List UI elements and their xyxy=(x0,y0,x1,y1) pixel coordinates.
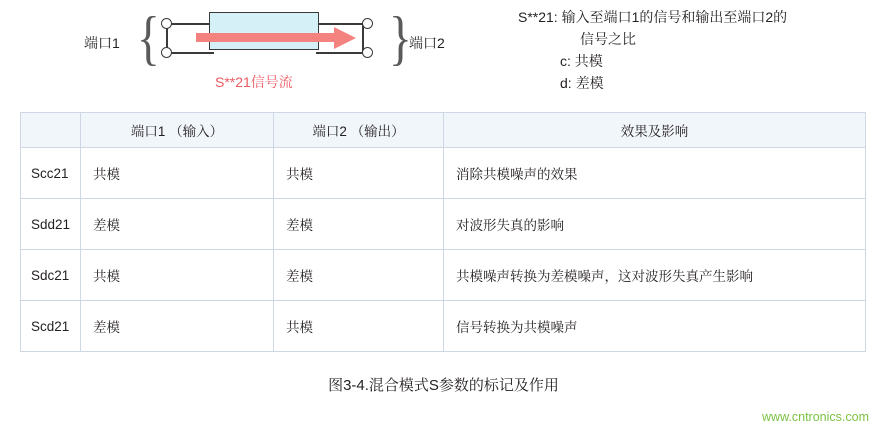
cell-input: 差模 xyxy=(81,199,274,250)
cell-effect: 信号转换为共模噪声 xyxy=(444,301,866,352)
watermark: www.cntronics.com xyxy=(762,410,869,424)
port1-label: 端口1 xyxy=(84,35,120,51)
cell-output: 差模 xyxy=(274,199,444,250)
table-row xyxy=(21,301,866,352)
left-brace-icon: { xyxy=(136,5,160,71)
cell-output: 共模 xyxy=(274,148,444,199)
cell-effect: 消除共模噪声的效果 xyxy=(444,148,866,199)
legend-line-2: 信号之比 xyxy=(580,31,636,47)
signal-flow-label: S**21信号流 xyxy=(215,74,293,90)
wire-top-right xyxy=(316,23,364,25)
port2-label: 端口2 xyxy=(409,35,445,51)
cell-effect: 共模噪声转换为差模噪声，这对波形失真产生影响 xyxy=(444,250,866,301)
table-body xyxy=(21,148,866,352)
mixed-mode-s-parameter-table xyxy=(20,112,866,352)
wire-top-left xyxy=(166,23,214,25)
column-header-output: 端口2 （输出） xyxy=(274,113,444,148)
wire-bottom-right xyxy=(316,52,364,54)
device-under-test-box xyxy=(209,12,319,50)
cell-param: Sdc21 xyxy=(21,250,81,301)
signal-flow-arrow-head xyxy=(334,27,356,49)
right-brace-icon: { xyxy=(388,5,412,71)
legend-line-1: S**21: 输入至端口1的信号和输出至端口2的 xyxy=(518,9,788,25)
figure-caption: 图3-4.混合模式S参数的标记及作用 xyxy=(328,377,559,394)
table-row xyxy=(21,148,866,199)
cell-output: 差模 xyxy=(274,250,444,301)
cell-input: 差模 xyxy=(81,301,274,352)
terminal-node-bottom-left xyxy=(161,47,172,58)
signal-flow-arrow-body xyxy=(196,33,336,42)
signal-flow-diagram xyxy=(0,0,887,112)
cell-input: 共模 xyxy=(81,250,274,301)
legend-line-4: d: 差模 xyxy=(560,75,604,91)
table-row xyxy=(21,250,866,301)
table-row xyxy=(21,199,866,250)
table-header-row xyxy=(21,113,866,148)
terminal-node-bottom-right xyxy=(362,47,373,58)
cell-param: Sdd21 xyxy=(21,199,81,250)
wire-bottom-left xyxy=(166,52,214,54)
column-header-input: 端口1 （输入） xyxy=(81,113,274,148)
legend-block xyxy=(518,6,787,94)
terminal-node-top-right xyxy=(362,18,373,29)
column-header-effect: 效果及影响 xyxy=(444,113,866,148)
cell-effect: 对波形失真的影响 xyxy=(444,199,866,250)
cell-input: 共模 xyxy=(81,148,274,199)
column-header-param xyxy=(21,113,81,148)
table-header xyxy=(21,113,866,148)
cell-param: Scd21 xyxy=(21,301,81,352)
cell-output: 共模 xyxy=(274,301,444,352)
terminal-node-top-left xyxy=(161,18,172,29)
cell-param: Scc21 xyxy=(21,148,81,199)
legend-line-3: c: 共模 xyxy=(560,53,603,69)
